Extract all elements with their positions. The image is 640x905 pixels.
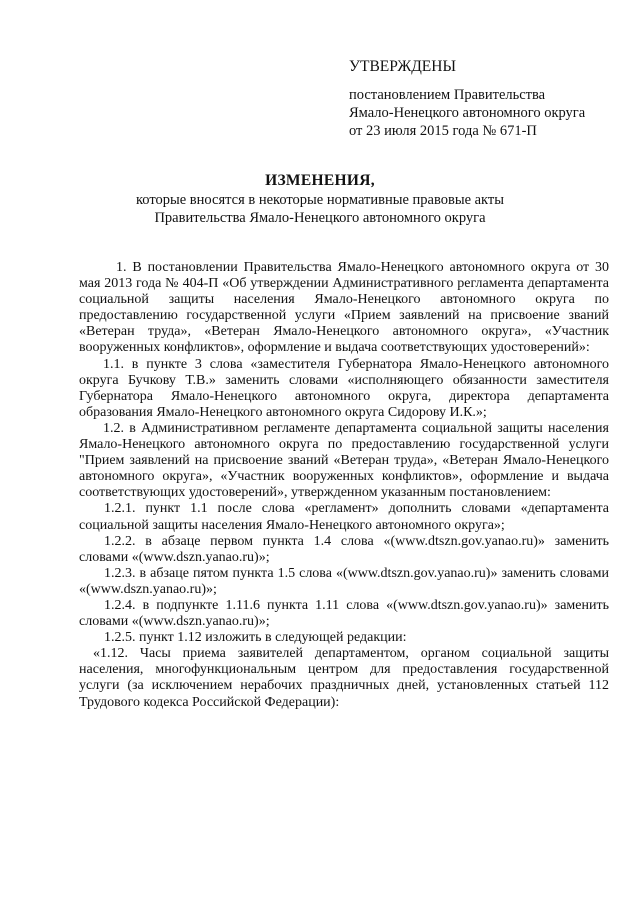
document-heading [0, 171, 640, 227]
approval-line-2: Ямало-Ненецкого автономного округа [349, 105, 586, 121]
approval-line-3: от 23 июля 2015 года № 671-П [349, 123, 537, 139]
paragraph-1-1: 1.1. в пункте 3 слова «заместителя Губернатора Ямало-Ненецкого автономного округа Бучкову Т.В.» заменить словами «исполняющего обязанности заместителя Губернатора Ямало-Ненецкого автономного округа, директора департамента образования Ямало-Ненецкого автономного округа Сидорову И.К.»; [79, 356, 609, 420]
paragraph-1-2-3: 1.2.3. в абзаце пятом пункта 1.5 слова «(www.dtszn.gov.yanao.ru)» заменить словами «(www.dszn.yanao.ru)»; [79, 565, 609, 597]
approval-line-1: постановлением Правительства [349, 87, 546, 103]
paragraph-1-2-4: 1.2.4. в подпункте 1.11.6 пункта 1.11 слова «(www.dtszn.gov.yanao.ru)» заменить словами «(www.dszn.yanao.ru)»; [79, 597, 609, 630]
paragraph-1-2-2: 1.2.2. в абзаце первом пункта 1.4 слова «(www.dtszn.gov.yanao.ru)» заменить словами «(www.dszn.yanao.ru)»; [79, 533, 609, 565]
approval-block [349, 58, 585, 140]
document-subtitle-line-2: Правительства Ямало-Ненецкого автономного округа [154, 210, 486, 226]
approval-stamp-title: УТВЕРЖДЕНЫ [349, 58, 456, 75]
document-title: ИЗМЕНЕНИЯ, [265, 172, 375, 189]
paragraph-1-2-5: 1.2.5. пункт 1.12 изложить в следующей редакции: [104, 630, 407, 646]
paragraph-1: 1. В постановлении Правительства Ямало-Ненецкого автономного округа от 30 мая 2013 года № 404-П «Об утверждении Административного регламента департамента социальной защиты населения Ямало-Ненецкого автономного округа по предоставлению государственной услуги «Прием заявлений на присвоение званий «Ветеран труда», «Ветеран Ямало-Ненецкого автономного округа», «Участник вооруженных конфликтов», оформление и выдача соответствующих удостоверений»: [79, 260, 609, 356]
paragraph-1-12-quote: «1.12. Часы приема заявителей департаментом, органом социальной защиты населения, многофункциональным центром для предоставления государственной услуги (за исключением нерабочих праздничных дней, установленных статьей 112 Трудового кодекса Российской Федерации): [79, 646, 609, 710]
paragraph-1-2-1: 1.2.1. пункт 1.1 после слова «регламент» дополнить словами «департамента социальной защиты населения Ямало-Ненецкого автономного округа»; [79, 501, 609, 533]
document-subtitle-line-1: которые вносятся в некоторые нормативные правовые акты [135, 192, 504, 208]
document-body [79, 260, 609, 711]
paragraph-1-2: 1.2. в Административном регламенте департамента социальной защиты населения Ямало-Ненецкого автономного округа по предоставлению государственной услуги "Прием заявлений на присвоение званий «Ветеран труда», «Ветеран Ямало-Ненецкого автономного округа», «Участник вооруженных конфликтов», оформление и выдача соответствующих удостоверений», утвержденном указанным постановлением: [79, 420, 609, 501]
